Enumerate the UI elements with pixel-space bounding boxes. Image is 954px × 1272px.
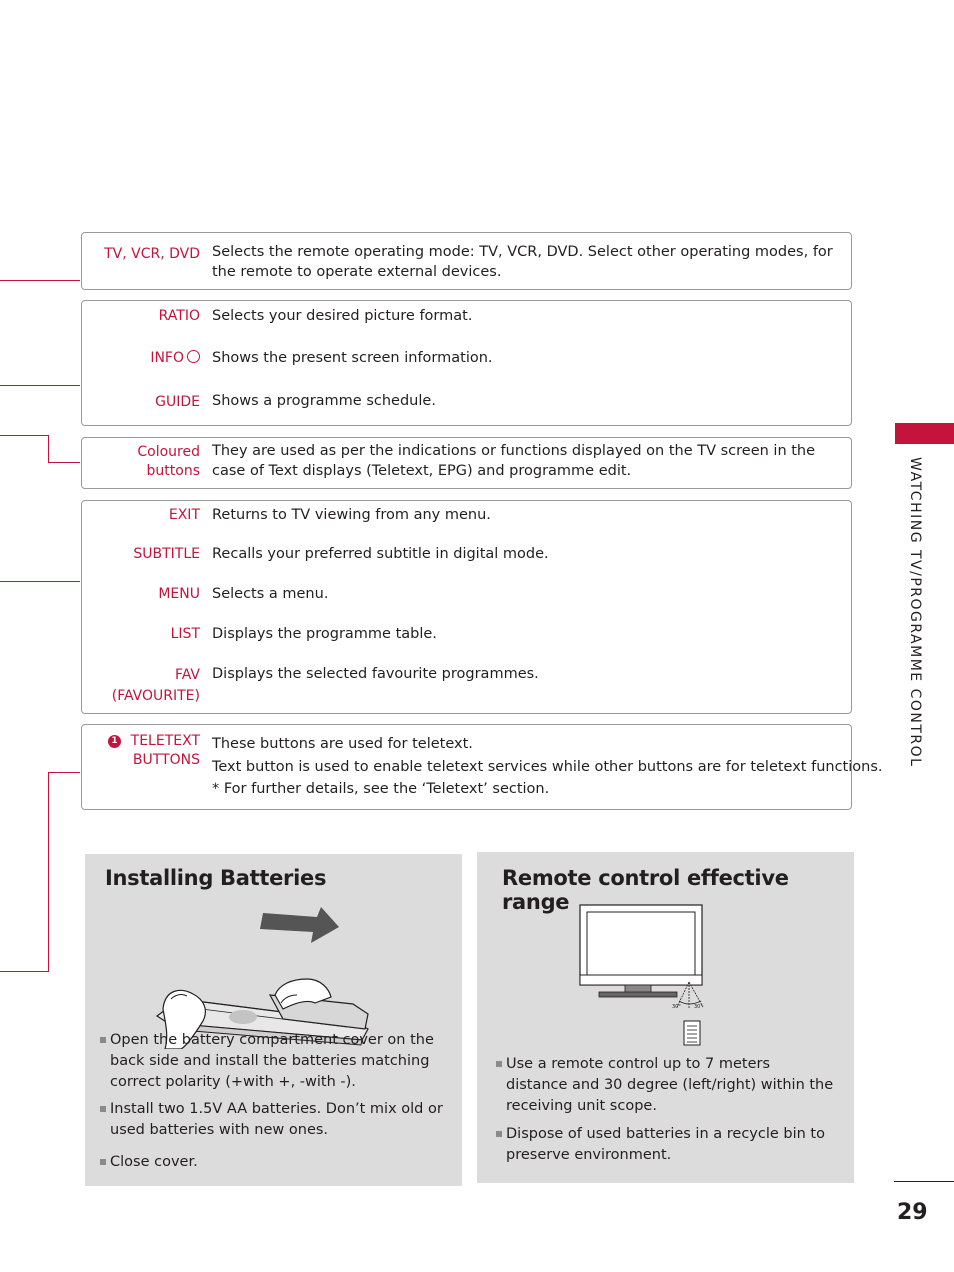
button-description: Selects a menu. (212, 586, 329, 602)
bullet-square-icon (100, 1159, 106, 1165)
button-label: INFO (150, 350, 184, 366)
section-title-vertical: WATCHING TV/PROGRAMME CONTROL (907, 457, 923, 768)
battery-cover-illustration (85, 899, 462, 1049)
angle-left-label: 30° (672, 1004, 681, 1010)
button-label: LIST (170, 626, 200, 642)
installing-batteries-panel (85, 854, 462, 1186)
button-label: RATIO (158, 308, 200, 324)
button-description: Recalls your preferred subtitle in digital mode. (212, 546, 549, 562)
remote-range-panel (477, 852, 854, 1183)
button-label-info (150, 349, 200, 368)
button-label (137, 443, 200, 481)
button-label-line: TELETEXT (130, 733, 200, 749)
button-label-line: FAV (174, 667, 200, 683)
tv-range-illustration (477, 897, 854, 1047)
button-label: GUIDE (155, 394, 200, 410)
connector-line-3c (48, 462, 80, 463)
bullet-text: Use a remote control up to 7 meters distance and 30 degree (left/right) within the receiving unit scope. (506, 1056, 834, 1114)
page-number: 29 (897, 1200, 928, 1225)
button-description: Shows a programme schedule. (212, 393, 436, 409)
button-label (112, 665, 200, 707)
page-number-rule (894, 1181, 954, 1182)
connector-line-5c (0, 971, 49, 972)
button-label: SUBTITLE (133, 546, 200, 562)
connector-line-5b (48, 772, 49, 972)
bullet-square-icon (496, 1131, 502, 1137)
number-badge: 1 (108, 735, 121, 748)
range-bullet-1 (496, 1054, 836, 1117)
button-label-line: BUTTONS (132, 752, 200, 768)
button-description: Displays the programme table. (212, 626, 437, 642)
button-description: They are used as per the indications or functions displayed on the TV screen in the case of Text displays (Teletext, EPG) and programme edit. (212, 443, 816, 479)
bullet-square-icon (100, 1106, 106, 1112)
remote-range-title: Remote control effective range (502, 866, 789, 914)
button-label (131, 732, 200, 770)
bullet-square-icon (496, 1061, 502, 1067)
connector-line-1 (0, 280, 80, 281)
button-label-line: (FAVOURITE) (111, 688, 200, 704)
connector-line-4 (0, 581, 80, 582)
battery-bullet-3 (100, 1152, 452, 1173)
installing-batteries-title: Installing Batteries (105, 866, 327, 890)
button-label-line: buttons (146, 463, 200, 479)
button-label-line: Coloured (137, 444, 200, 460)
button-group-picture (81, 300, 852, 426)
button-description: Selects the remote operating mode: TV, VCR, DVD. Select other operating modes, for the remote to operate external devices. (212, 244, 833, 280)
button-label: MENU (158, 586, 200, 602)
bullet-square-icon (100, 1037, 106, 1043)
connector-line-5a (48, 772, 80, 773)
bullet-text: Dispose of used batteries in a recycle bin to preserve environment. (506, 1126, 825, 1163)
button-group-navigation (81, 500, 852, 714)
bullet-text: Install two 1.5V AA batteries. Don’t mix old or used batteries with new ones. (110, 1101, 443, 1138)
range-bullet-2 (496, 1124, 836, 1166)
button-group-coloured (81, 437, 852, 489)
angle-right-label: 30° (694, 1004, 703, 1010)
description-line: These buttons are used for teletext. (212, 736, 473, 752)
section-tab (895, 423, 954, 444)
button-group-teletext (81, 724, 883, 810)
button-label: EXIT (168, 507, 200, 523)
bullet-text: Open the battery compartment cover on the back side and install the batteries matching correct polarity (+with +, -with -). (110, 1032, 434, 1090)
connector-line-3b (48, 435, 49, 462)
description-line: * For further details, see the ‘Teletext’ section. (212, 781, 550, 797)
button-group-mode (81, 232, 852, 290)
connector-line-2 (0, 385, 80, 386)
button-description: Selects your desired picture format. (212, 308, 473, 324)
description-line: Text button is used to enable teletext services while other buttons are for teletext functions. (212, 758, 883, 775)
button-description: Shows the present screen information. (212, 350, 493, 366)
button-label: TV, VCR, DVD (104, 246, 200, 262)
bullet-text: Close cover. (110, 1154, 198, 1170)
button-description (212, 733, 883, 801)
button-description: Displays the selected favourite programmes. (212, 666, 539, 682)
battery-bullet-1 (100, 1030, 452, 1093)
battery-bullet-2 (100, 1099, 452, 1141)
button-description: Returns to TV viewing from any menu. (212, 507, 491, 523)
connector-line-3a (0, 435, 48, 436)
info-circle-icon (187, 350, 200, 363)
